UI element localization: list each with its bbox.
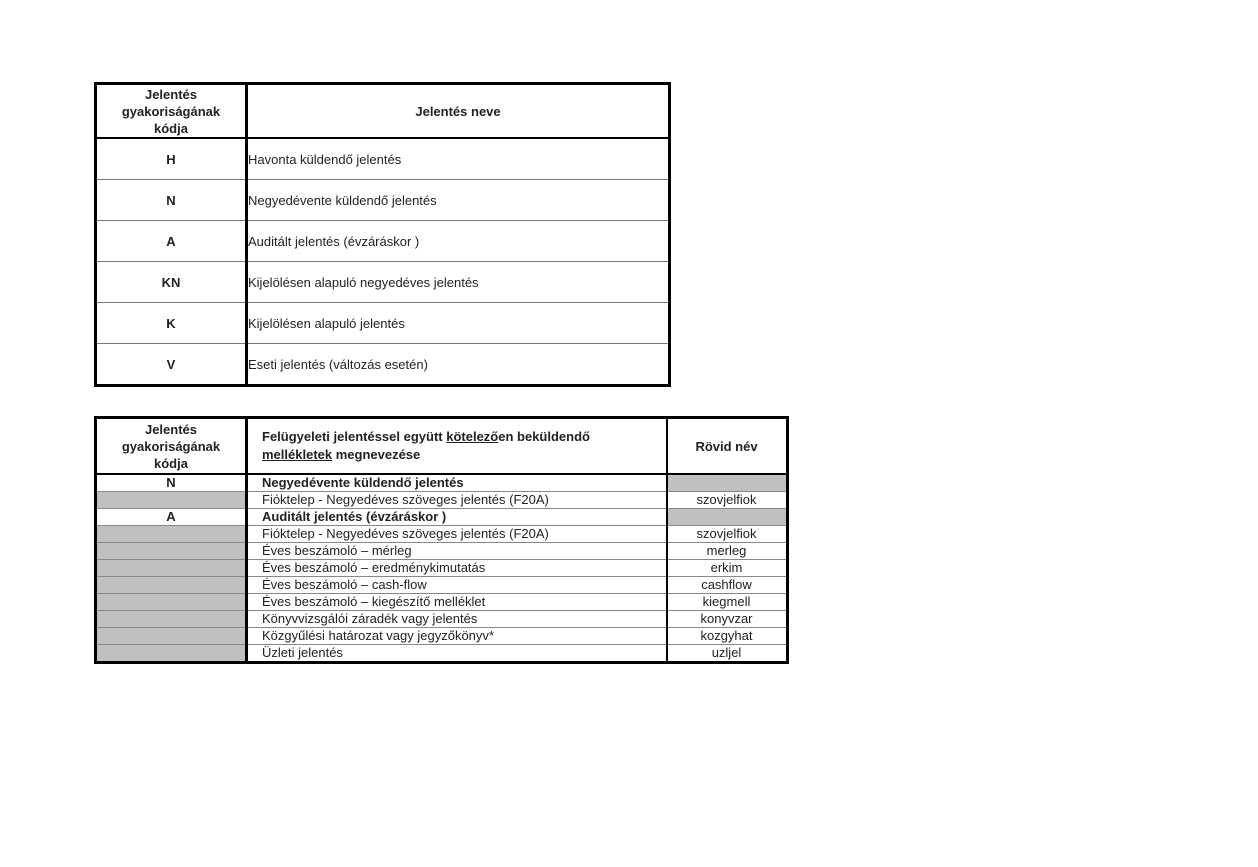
- code-column-header: [96, 418, 247, 475]
- short-name: [667, 474, 788, 492]
- code-header-line-2: gyakoriságának: [121, 103, 221, 119]
- short-name: uzljel: [711, 645, 742, 660]
- report-name: Kijelölésen alapuló jelentés: [247, 303, 670, 344]
- frequency-code: V: [96, 344, 247, 386]
- short-name: konyvzar: [667, 611, 788, 628]
- name-column-header: Jelentés neve: [247, 84, 670, 139]
- attachment-name: Fióktelep - Negyedéves szöveges jelentés (F20A): [247, 526, 667, 543]
- table-row: [96, 611, 788, 628]
- table-row: [96, 577, 788, 594]
- frequency-code: A: [96, 509, 247, 526]
- report-name: Havonta küldendő jelentés: [247, 138, 670, 180]
- short-name-column-header: Rövid név: [667, 418, 788, 475]
- frequency-code: [96, 526, 247, 543]
- section-row: [96, 509, 788, 526]
- attachment-name: Éves beszámoló – kiegészítő melléklet: [247, 594, 667, 611]
- table-row: [96, 628, 788, 645]
- table-row: [96, 543, 788, 560]
- short-name: [667, 509, 788, 526]
- attachment-name-column-header: [247, 418, 667, 475]
- header-underlined-text: kötelező: [446, 429, 499, 444]
- short-name: cashflow: [667, 577, 788, 594]
- table-row: [96, 221, 670, 262]
- frequency-table-header: [96, 84, 670, 139]
- table-row: [96, 645, 788, 663]
- table-row: [96, 262, 670, 303]
- frequency-code-table: [94, 82, 671, 387]
- frequency-code: A: [96, 221, 247, 262]
- table-row: [96, 526, 788, 543]
- table-row: [96, 180, 670, 221]
- frequency-code: [96, 594, 247, 611]
- header-text-part: megnevezése: [332, 447, 421, 462]
- code-header-line-1: Jelentés: [144, 421, 198, 437]
- frequency-code: [96, 560, 247, 577]
- code-header-line-3: kódja: [154, 120, 188, 136]
- table-row: [96, 492, 788, 509]
- short-name: kiegmell: [667, 594, 788, 611]
- attachment-name: Negyedévente küldendő jelentés: [247, 474, 667, 492]
- attachment-name: Üzleti jelentés: [247, 645, 667, 663]
- code-header-line-2: gyakoriságának: [121, 438, 221, 454]
- frequency-code: [96, 492, 247, 509]
- table-row: [96, 344, 670, 386]
- frequency-code: [96, 577, 247, 594]
- attachment-name: Közgyűlési határozat vagy jegyzőkönyv*: [247, 628, 667, 645]
- frequency-code: H: [96, 138, 247, 180]
- attachment-name: Éves beszámoló – eredménykimutatás: [247, 560, 667, 577]
- code-column-header: [96, 84, 247, 139]
- attachment-name: Éves beszámoló – cash-flow: [247, 577, 667, 594]
- frequency-code: N: [96, 180, 247, 221]
- frequency-code: [96, 543, 247, 560]
- frequency-code: KN: [96, 262, 247, 303]
- report-name: Negyedévente küldendő jelentés: [247, 180, 670, 221]
- frequency-code: N: [96, 474, 247, 492]
- header-underlined-text: mellékletek: [262, 447, 333, 462]
- attachments-table-header: [96, 418, 788, 475]
- report-name: Eseti jelentés (változás esetén): [248, 356, 428, 372]
- table-row: [96, 303, 670, 344]
- code-header-line-3: kódja: [154, 455, 188, 471]
- table-row: [96, 594, 788, 611]
- attachment-name: Éves beszámoló – mérleg: [247, 543, 667, 560]
- table-row: [96, 138, 670, 180]
- short-name: merleg: [667, 543, 788, 560]
- short-name: szovjelfiok: [667, 492, 788, 509]
- frequency-code: [96, 645, 247, 663]
- frequency-code: [96, 611, 247, 628]
- attachment-name: Auditált jelentés (évzáráskor ): [247, 509, 667, 526]
- attachment-name: Fióktelep - Negyedéves szöveges jelentés (F20A): [247, 492, 667, 509]
- short-name: erkim: [667, 560, 788, 577]
- report-name: Auditált jelentés (évzáráskor ): [247, 221, 670, 262]
- frequency-code: [96, 628, 247, 645]
- short-name: szovjelfiok: [667, 526, 788, 543]
- table-row: [96, 560, 788, 577]
- attachment-name: Könyvvizsgálói záradék vagy jelentés: [247, 611, 667, 628]
- attachments-table: [94, 416, 789, 664]
- report-name: Kijelölésen alapuló negyedéves jelentés: [247, 262, 670, 303]
- header-text-part: Felügyeleti jelentéssel együtt: [262, 429, 447, 444]
- frequency-code: K: [96, 303, 247, 344]
- section-row: [96, 474, 788, 492]
- short-name: kozgyhat: [667, 628, 788, 645]
- header-text-part: en beküldendő: [498, 429, 590, 444]
- code-header-line-1: Jelentés: [144, 86, 198, 102]
